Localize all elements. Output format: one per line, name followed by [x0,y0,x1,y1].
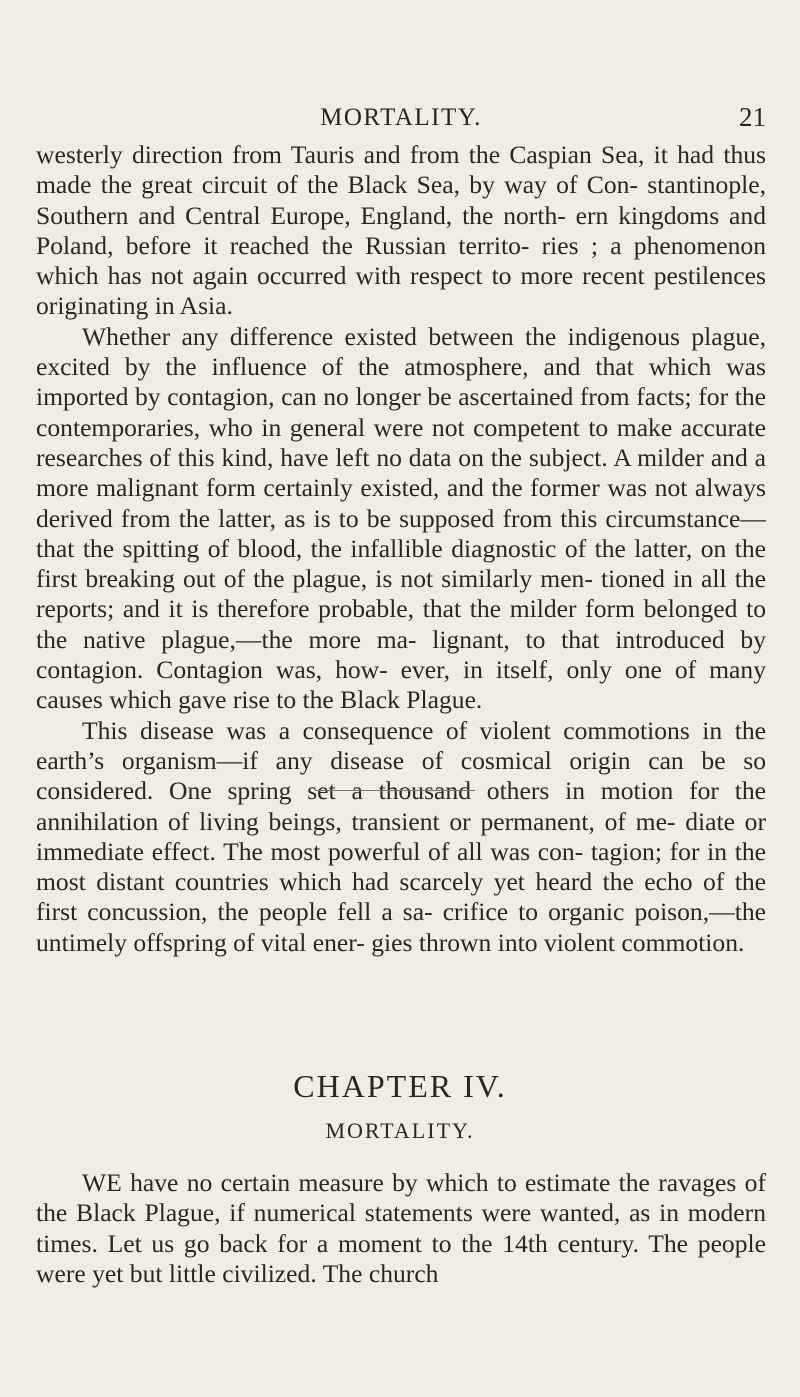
paragraph-3: This disease was a consequence of violent commotions in the earth’s organism—if any disease of cosmical origin can be so considered. One spring set a thousand others in motion for the annihilation of living beings, transient or permanent, of me- diate or immediate effect. The most powerful of all was con- tagion; for in the most distant countries which had scarcely yet heard the echo of the first concussion, the people fell a sa- crifice to organic poison,—the untimely offspring of vital ener- gies thrown into violent commotion. [36,715,766,957]
paragraph-1: westerly direction from Tauris and from the Caspian Sea, it had thus made the great circuit of the Black Sea, by way of Con- stantinople, Southern and Central Europe, England, the north- ern kingdoms and Poland, before it reached the Russian territo- ries ; a phenomenon which has not again occurred with respect to more recent pestilences originating in Asia. [36,140,766,321]
chapter-subtitle: MORTALITY. [325,1118,475,1143]
body-text-top [36,140,766,958]
section-divider [315,790,475,791]
page-number: 21 [739,102,766,132]
body-text-bottom [36,1168,766,1289]
running-head [36,98,766,138]
chapter-heading: CHAPTER IV. [293,1068,507,1104]
paragraph-2: Whether any difference existed between the indigenous plague, excited by the influence of the atmosphere, and that which was imported by contagion, can no longer be ascertained from facts; for the contemporaries, who in general were not competent to make accurate researches of this kind, have left no data on the subject. A milder and a more malignant form certainly existed, and the former was not always derived from the latter, as is to be supposed from this circumstance—that the spitting of blood, the infallible diagnostic of the latter, on the first breaking out of the plague, is not similarly men- tioned in all the reports; and it is therefore probable, that the milder form belonged to the native plague,—the more ma- lignant, to that introduced by contagion. Contagion was, how- ever, in itself, only one of many causes which gave rise to the Black Plague. [36,321,766,715]
running-title: MORTALITY. [320,104,482,131]
paragraph-4: WE have no certain measure by which to estimate the ravages of the Black Plague, if numerical statements were wanted, as in modern times. Let us go back for a moment to the 14th century. The people were yet but little civilized. The church [36,1168,766,1288]
